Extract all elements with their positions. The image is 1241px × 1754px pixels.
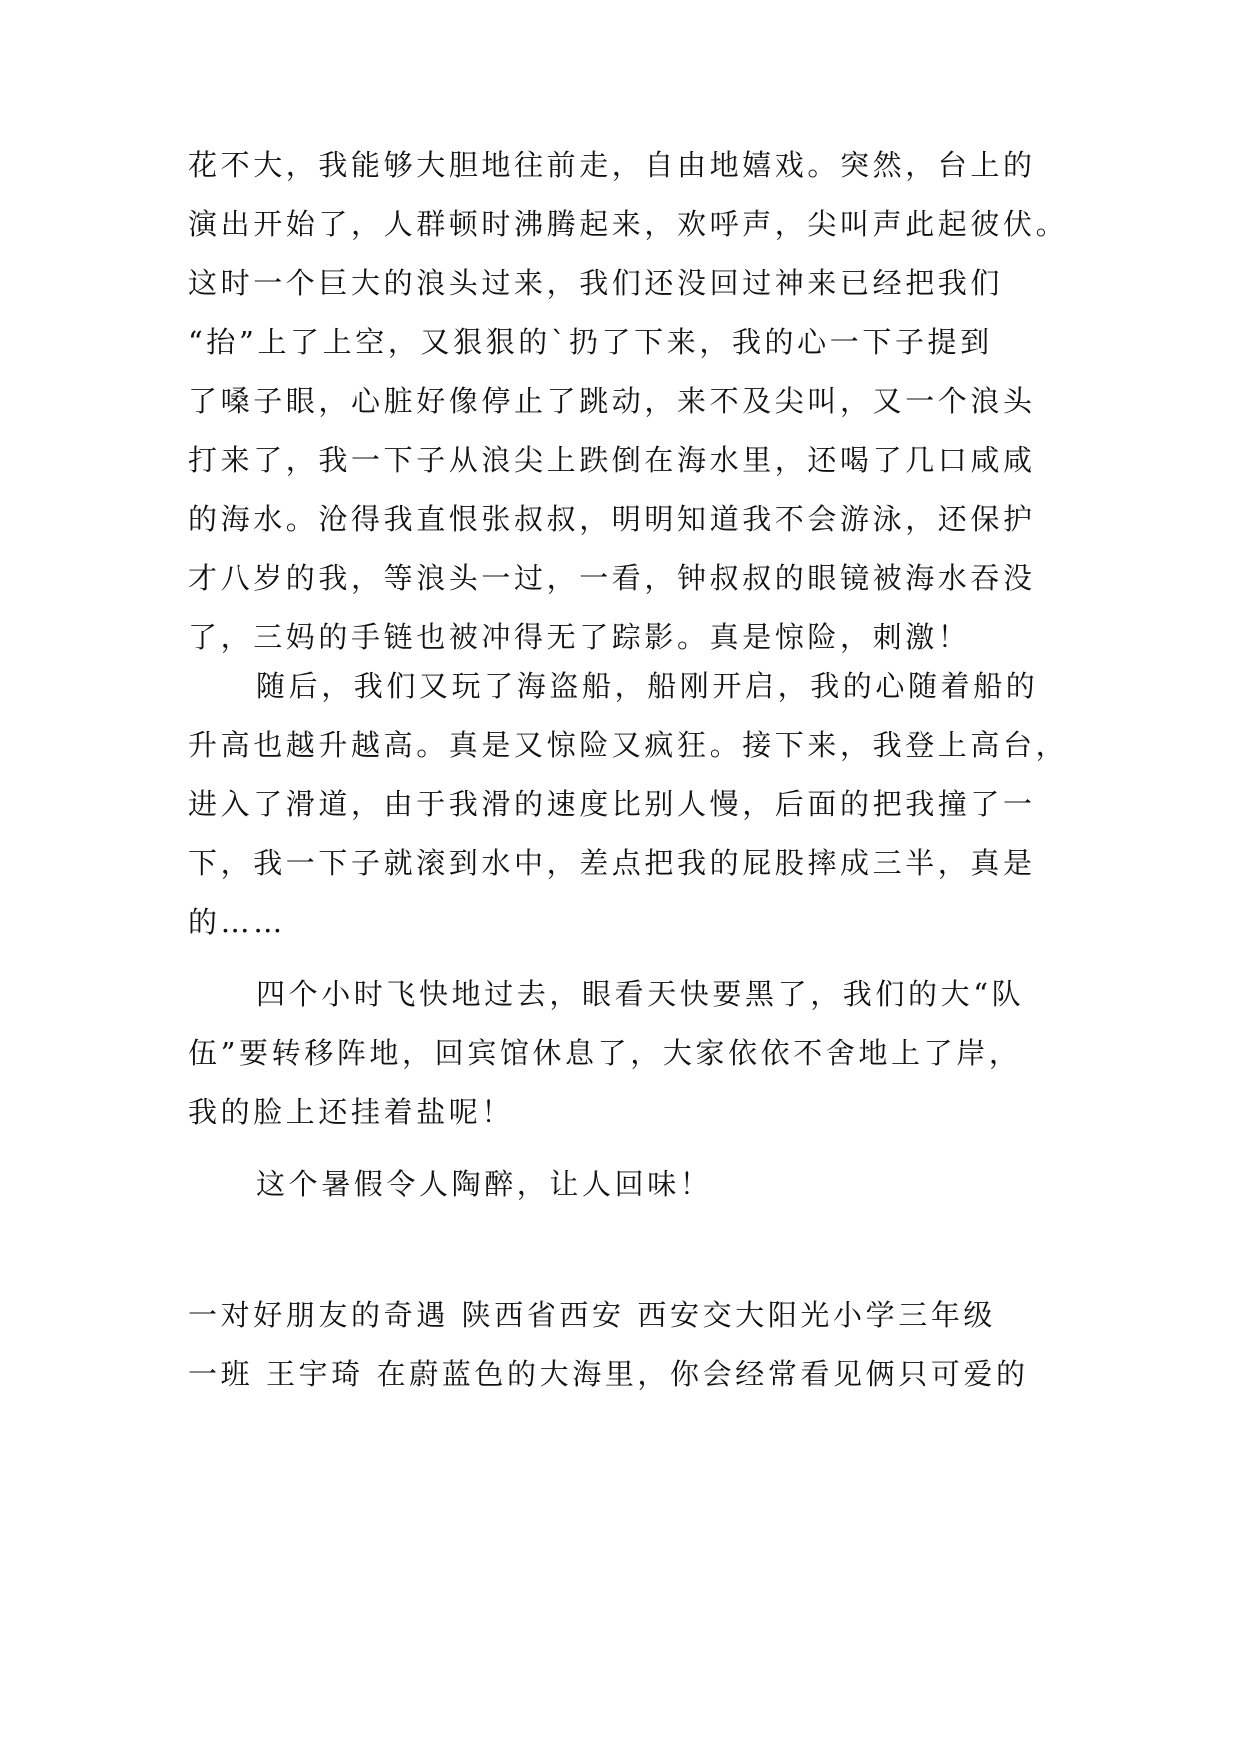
text-line: 的……: [188, 905, 286, 939]
text-line: 演出开始了，人群顿时沸腾起来，欢呼声，尖叫声此起彼伏。: [188, 207, 1069, 241]
text-line: 这时一个巨大的浪头过来，我们还没回过神来已经把我们: [188, 266, 1004, 300]
text-line: 打来了，我一下子从浪尖上跌倒在海水里，还喝了几口咸咸: [188, 443, 1036, 477]
text-line: “抬”上了上空，又狠狠的`扔了下来，我的心一下子提到: [188, 325, 993, 359]
text-line: 一对好朋友的奇遇 陕西省西安 西安交大阳光小学三年级: [188, 1298, 997, 1332]
text-line: 才八岁的我，等浪头一过，一看，钟叔叔的眼镜被海水吞没: [188, 561, 1036, 595]
text-line: 进入了滑道，由于我滑的速度比别人慢，后面的把我撞了一: [188, 787, 1036, 821]
text-line: 了嗓子眼，心脏好像停止了跳动，来不及尖叫，又一个浪头: [188, 384, 1036, 418]
text-line: 了，三妈的手链也被冲得无了踪影。真是惊险，刺激！: [188, 620, 971, 654]
text-line: 升高也越升越高。真是又惊险又疯狂。接下来，我登上高台，: [188, 728, 1069, 762]
text-line: 伍”要转移阵地，回宾馆休息了，大家依依不舍地上了岸，: [188, 1036, 1022, 1070]
text-line: 四个小时飞快地过去，眼看天快要黑了，我们的大“队: [256, 977, 1025, 1011]
paragraph-1: [188, 136, 1069, 667]
paragraph-5: [188, 1286, 1058, 1404]
text-line: 随后，我们又玩了海盗船，船刚开启，我的心随着船的: [256, 669, 1039, 703]
text-line: 这个暑假令人陶醉，让人回味！: [256, 1167, 713, 1201]
text-line: 我的脸上还挂着盐呢！: [188, 1095, 515, 1129]
text-line: 的海水。沧得我直恨张叔叔，明明知道我不会游泳，还保护: [188, 502, 1036, 536]
text-line: 一班 王宇琦 在蔚蓝色的大海里，你会经常看见俩只可爱的: [188, 1357, 1029, 1391]
paragraph-4: [188, 1155, 1058, 1214]
text-line: 下，我一下子就滚到水中，差点把我的屁股摔成三半，真是: [188, 846, 1036, 880]
paragraph-2: [188, 657, 1069, 952]
paragraph-3: [188, 965, 1058, 1142]
text-line: 花不大，我能够大胆地往前走，自由地嬉戏。突然，台上的: [188, 148, 1036, 182]
